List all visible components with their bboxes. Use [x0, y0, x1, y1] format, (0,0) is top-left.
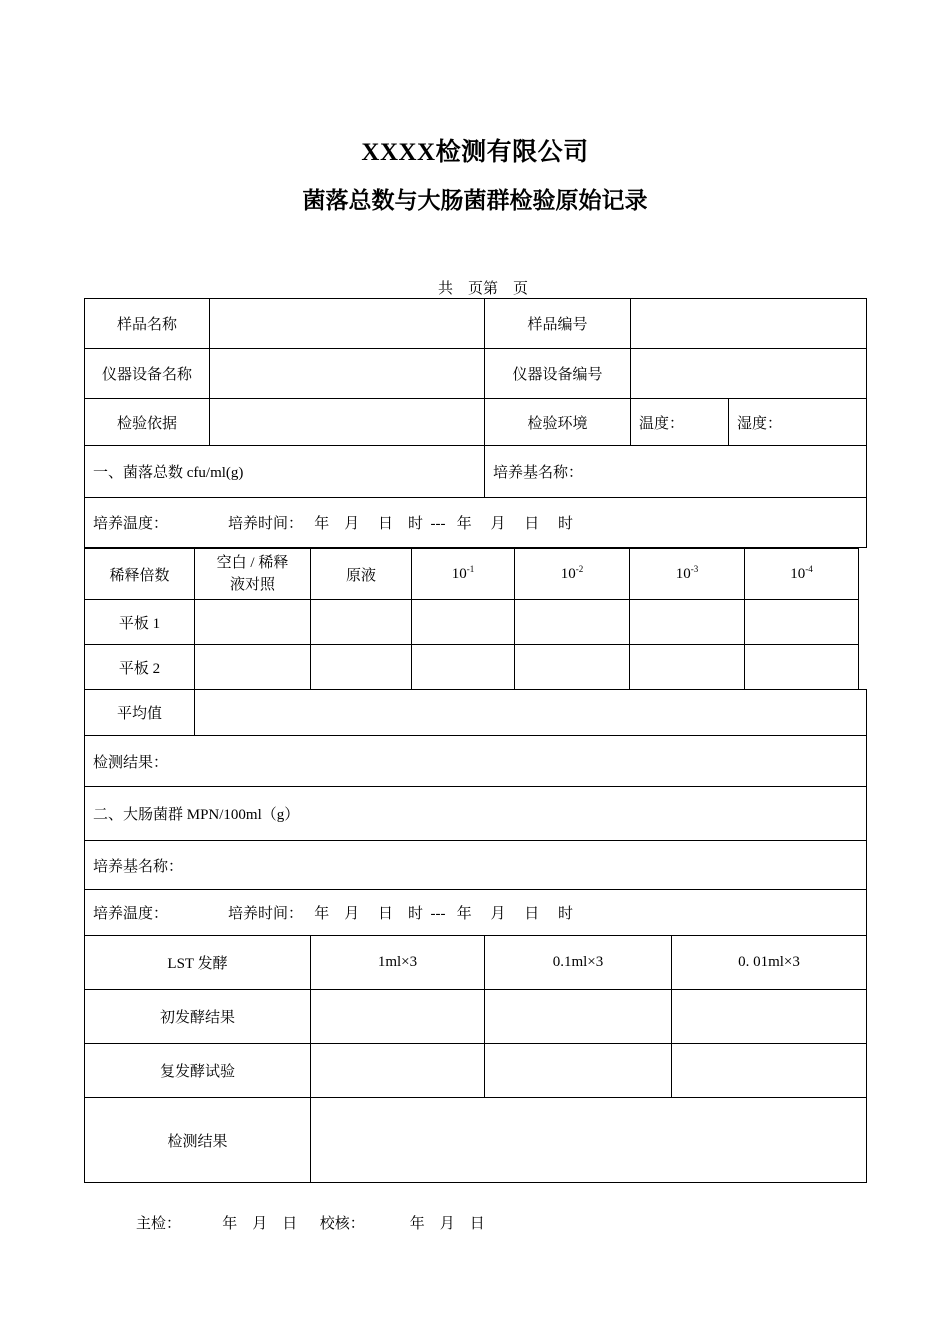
- plate2-d2-cell[interactable]: [515, 645, 630, 690]
- dilution-10-1: $10^{-1}$: [412, 549, 515, 600]
- coliform-section-title: 二、大肠菌群 MPN/100ml（g）: [85, 787, 867, 841]
- stock-label: 原液: [311, 549, 412, 600]
- confirm-0-01ml-cell[interactable]: [672, 1044, 867, 1098]
- instrument-name-field[interactable]: [210, 349, 485, 399]
- colony-medium-field[interactable]: 培养基名称：: [485, 446, 867, 498]
- basis-field[interactable]: [210, 399, 485, 446]
- plate2-blank-cell[interactable]: [195, 645, 311, 690]
- plate1-d1-cell[interactable]: [412, 600, 515, 645]
- initial-1ml-cell[interactable]: [311, 990, 485, 1044]
- coliform-culture-line[interactable]: 培养温度： 培养时间： 年 月 日 时 --- 年 月 日 时: [85, 890, 867, 936]
- dilution-10-3: $10^{-3}$: [630, 549, 745, 600]
- info-table: [84, 298, 867, 548]
- company-name: XXXX检测有限公司: [361, 139, 589, 166]
- plate2-d1-cell[interactable]: [412, 645, 515, 690]
- sample-name-field[interactable]: [210, 299, 485, 349]
- coliform-medium-field[interactable]: 培养基名称：: [85, 841, 867, 890]
- plate1-d4-cell[interactable]: [745, 600, 859, 645]
- results-table: [84, 689, 867, 936]
- dilution-label: 稀释倍数: [85, 549, 195, 600]
- sample-no-label: 样品编号: [485, 299, 631, 349]
- temperature-field[interactable]: 温度：: [631, 399, 729, 446]
- plate2-d3-cell[interactable]: [630, 645, 745, 690]
- env-label: 检验环境: [485, 399, 631, 446]
- blank-control-label: 空白 / 稀释 液对照: [195, 549, 311, 600]
- plate2-d4-cell[interactable]: [745, 645, 859, 690]
- coliform-result-label: 检测结果: [85, 1098, 311, 1183]
- instrument-no-field[interactable]: [631, 349, 867, 399]
- colony-culture-line[interactable]: 培养温度： 培养时间： 年 月 日 时 --- 年 月 日 时: [85, 498, 867, 548]
- plate1-d3-cell[interactable]: [630, 600, 745, 645]
- dilution-10-4: $10^{-4}$: [745, 549, 859, 600]
- initial-fermentation-label: 初发酵结果: [85, 990, 311, 1044]
- lst-col-0-1ml: 0.1ml×3: [485, 936, 672, 990]
- instrument-name-label: 仪器设备名称: [85, 349, 210, 399]
- initial-0-01ml-cell[interactable]: [672, 990, 867, 1044]
- plate2-label: 平板 2: [85, 645, 195, 690]
- colony-section-title: 一、菌落总数 cfu/ml(g): [85, 446, 485, 498]
- lst-table: [84, 935, 867, 1183]
- lst-col-1ml: 1ml×3: [311, 936, 485, 990]
- instrument-no-label: 仪器设备编号: [485, 349, 631, 399]
- average-label: 平均值: [85, 690, 195, 736]
- lst-label: LST 发酵: [85, 936, 311, 990]
- sample-name-label: 样品名称: [85, 299, 210, 349]
- colony-result-field[interactable]: 检测结果：: [85, 736, 867, 787]
- plate1-label: 平板 1: [85, 600, 195, 645]
- page-info: 共 页第 页: [438, 281, 529, 297]
- plate1-blank-cell[interactable]: [195, 600, 311, 645]
- confirm-fermentation-label: 复发酵试验: [85, 1044, 311, 1098]
- basis-label: 检验依据: [85, 399, 210, 446]
- initial-0-1ml-cell[interactable]: [485, 990, 672, 1044]
- sample-no-field[interactable]: [631, 299, 867, 349]
- average-field[interactable]: [195, 690, 867, 736]
- dilution-table: [84, 548, 859, 690]
- signature-line: 主检： 年 月 日 校核： 年 月 日: [136, 1216, 485, 1232]
- dilution-10-2: $10^{-2}$: [515, 549, 630, 600]
- form-title: 菌落总数与大肠菌群检验原始记录: [302, 188, 648, 213]
- coliform-result-field[interactable]: [311, 1098, 867, 1183]
- plate2-stock-cell[interactable]: [311, 645, 412, 690]
- plate1-d2-cell[interactable]: [515, 600, 630, 645]
- plate1-stock-cell[interactable]: [311, 600, 412, 645]
- confirm-1ml-cell[interactable]: [311, 1044, 485, 1098]
- humidity-field[interactable]: 湿度：: [729, 399, 867, 446]
- lst-col-0-01ml: 0. 01ml×3: [672, 936, 867, 990]
- confirm-0-1ml-cell[interactable]: [485, 1044, 672, 1098]
